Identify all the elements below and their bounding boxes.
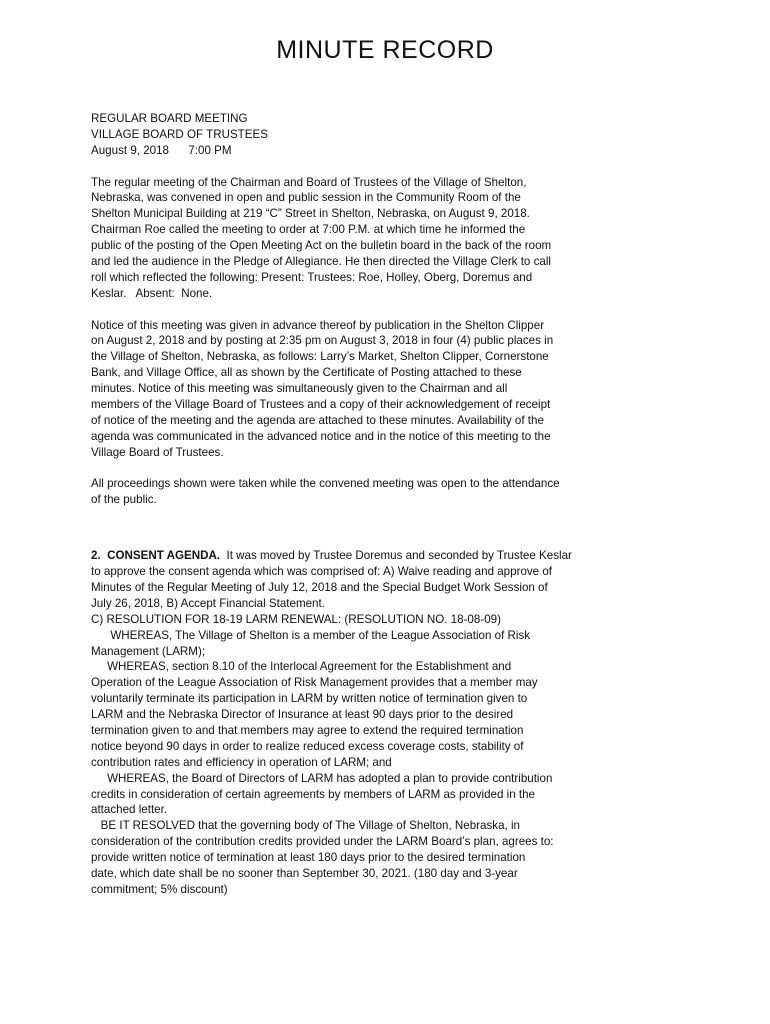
paragraph-line: voluntarily terminate its participation in LARM by written notice of termination given to (91, 692, 528, 706)
notice-paragraph (91, 318, 683, 461)
meeting-type: REGULAR BOARD MEETING (91, 112, 248, 125)
paragraph-line: WHEREAS, the Board of Directors of LARM has adopted a plan to provide contribution (91, 771, 553, 785)
paragraph-line: Notice of this meeting was given in advance thereof by publication in the Shelton Clipper (91, 318, 545, 332)
paragraph-line: contribution rates and efficiency in operation of LARM; and (91, 755, 392, 769)
paragraph-line: BE IT RESOLVED that the governing body of The Village of Shelton, Nebraska, in (91, 819, 521, 833)
paragraph-line: and led the audience in the Pledge of Allegiance. He then directed the Village Clerk to call (91, 255, 551, 269)
paragraph-line: WHEREAS, section 8.10 of the Interlocal Agreement for the Establishment and (91, 660, 512, 674)
paragraph-line: notice beyond 90 days in order to realize reduced excess coverage costs, stability of (91, 739, 524, 753)
meeting-header (91, 111, 683, 159)
consent-agenda-intro: It was moved by Trustee Doremus and seconded by Trustee Keslar (220, 549, 572, 563)
paragraph-line: Bank, and Village Office, all as shown by the Certificate of Posting attached to these (91, 366, 522, 380)
paragraph-line: provide written notice of termination at least 180 days prior to the desired termination (91, 851, 526, 865)
consent-agenda-heading: 2. CONSENT AGENDA. (91, 549, 221, 563)
paragraph-line: agenda was communicated in the advanced notice and in the notice of this meeting to the (91, 429, 551, 443)
paragraph-line: All proceedings shown were taken while the convened meeting was open to the attendance (91, 477, 560, 491)
paragraph-line: The regular meeting of the Chairman and Board of Trustees of the Village of Shelton, (91, 175, 527, 189)
paragraph-line: public of the posting of the Open Meeting Act on the bulletin board in the back of the room (91, 239, 552, 253)
paragraph-line: Nebraska, was convened in open and public session in the Community Room of the (91, 191, 521, 205)
resolution-heading: C) RESOLUTION FOR 18-19 LARM RENEWAL: (RESOLUTION NO. 18-08-09) (91, 612, 501, 626)
paragraph-line: of the public. (91, 493, 157, 507)
paragraph-line: WHEREAS, The Village of Shelton is a member of the League Association of Risk (91, 628, 531, 642)
consent-agenda-section (91, 548, 683, 898)
call-to-order-paragraph (91, 175, 683, 302)
paragraph-line: on August 2, 2018 and by posting at 2:35 pm on August 3, 2018 in four (4) public places in (91, 334, 554, 348)
paragraph-line: attached letter. (91, 803, 168, 817)
document-body (91, 111, 683, 898)
public-attendance-paragraph (91, 476, 683, 508)
consent-agenda-first-line (91, 548, 683, 564)
paragraph-line: termination given to and that members may agree to extend the required termination (91, 723, 524, 737)
paragraph-line: the Village of Shelton, Nebraska, as follows: Larry’s Market, Shelton Clipper, Cornerstone (91, 350, 549, 364)
paragraph-line: of notice of the meeting and the agenda are attached to these minutes. Availability of the (91, 413, 544, 427)
board-name: VILLAGE BOARD OF TRUSTEES (91, 127, 268, 141)
paragraph-line: roll which reflected the following: Present: Trustees: Roe, Holley, Oberg, Doremus and (91, 270, 533, 284)
meeting-date-time: August 9, 2018 7:00 PM (91, 143, 232, 157)
paragraph-line: consideration of the contribution credits provided under the LARM Board’s plan, agrees to: (91, 835, 554, 849)
paragraph-line: members of the Village Board of Trustees and a copy of their acknowledgement of receipt (91, 398, 551, 412)
paragraph-line: Shelton Municipal Building at 219 “C” Street in Shelton, Nebraska, on August 9, 2018. (91, 207, 530, 221)
paragraph-line: July 26, 2018, B) Accept Financial Statement. (91, 596, 325, 610)
document-title: MINUTE RECORD (276, 36, 494, 64)
paragraph-line: Management (LARM); (91, 644, 206, 658)
paragraph-line: Keslar. Absent: None. (91, 286, 213, 300)
paragraph-line: date, which date shall be no sooner than September 30, 2021. (180 day and 3-year (91, 866, 518, 880)
paragraph-line: Operation of the League Association of Risk Management provides that a member may (91, 676, 538, 690)
paragraph-line: to approve the consent agenda which was comprised of: A) Waive reading and approve of (91, 565, 553, 579)
paragraph-line: Village Board of Trustees. (91, 445, 224, 459)
paragraph-line: credits in consideration of certain agreements by members of LARM as provided in the (91, 787, 535, 801)
paragraph-line: commitment; 5% discount) (91, 882, 228, 896)
paragraph-line: minutes. Notice of this meeting was simultaneously given to the Chairman and all (91, 382, 508, 396)
paragraph-line: Chairman Roe called the meeting to order at 7:00 P.M. at which time he informed the (91, 223, 526, 237)
paragraph-line: LARM and the Nebraska Director of Insurance at least 90 days prior to the desired (91, 708, 514, 722)
paragraph-line: Minutes of the Regular Meeting of July 12, 2018 and the Special Budget Work Session of (91, 580, 548, 594)
